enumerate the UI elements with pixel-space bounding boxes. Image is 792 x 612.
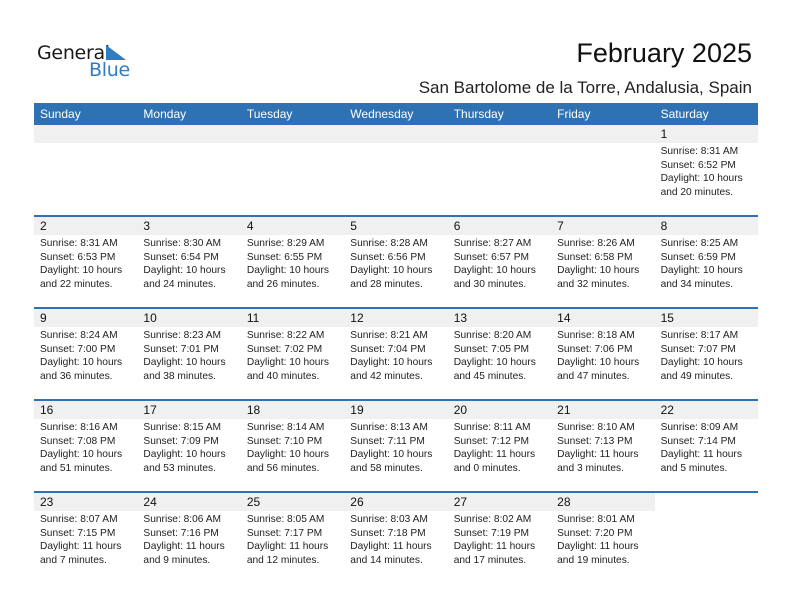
weekday-thursday: Thursday <box>453 107 504 121</box>
sunset-text: Sunset: 6:52 PM <box>660 159 736 171</box>
daylight-text: and 7 minutes. <box>40 554 107 566</box>
day-number: 15 <box>655 309 758 327</box>
sunset-text: Sunset: 7:00 PM <box>40 343 116 355</box>
weekday-monday: Monday <box>143 107 187 121</box>
day-cell <box>448 309 551 399</box>
location-subtitle: San Bartolome de la Torre, Andalusia, Spain <box>418 78 752 97</box>
day-info <box>448 419 551 475</box>
daylight-text: Daylight: 10 hours <box>557 265 640 276</box>
day-cell <box>448 401 551 491</box>
day-number: 5 <box>344 217 447 235</box>
day-number-empty <box>34 125 137 143</box>
day-info <box>551 511 654 567</box>
week-row <box>34 215 758 307</box>
day-number: 8 <box>655 217 758 235</box>
day-info <box>34 511 137 567</box>
day-number: 4 <box>241 217 344 235</box>
sunset-text: Sunset: 7:17 PM <box>246 527 323 539</box>
daylight-text: and 30 minutes. <box>453 278 527 290</box>
day-info <box>344 419 447 475</box>
sunset-text: Sunset: 7:02 PM <box>246 343 323 355</box>
sunrise-text: Sunrise: 8:13 AM <box>350 422 428 433</box>
daylight-text: and 49 minutes. <box>660 370 734 382</box>
daylight-text: Daylight: 11 hours <box>40 541 122 552</box>
sunrise-text: Sunrise: 8:05 AM <box>246 514 325 525</box>
day-number: 28 <box>551 493 654 511</box>
sunrise-text: Sunrise: 8:31 AM <box>40 238 118 249</box>
daylight-text: and 20 minutes. <box>660 186 734 198</box>
sunset-text: Sunset: 6:59 PM <box>660 251 736 263</box>
sunrise-text: Sunrise: 8:07 AM <box>40 514 118 525</box>
day-number: 10 <box>137 309 240 327</box>
day-cell <box>137 217 240 307</box>
day-cell <box>344 401 447 491</box>
day-number-empty <box>344 125 447 143</box>
day-info <box>137 511 240 567</box>
sunrise-text: Sunrise: 8:17 AM <box>660 330 739 341</box>
day-number: 1 <box>655 125 758 143</box>
day-info <box>551 235 654 291</box>
day-number: 3 <box>137 217 240 235</box>
day-cell <box>34 217 137 307</box>
day-number: 21 <box>551 401 654 419</box>
sunrise-text: Sunrise: 8:24 AM <box>40 330 118 341</box>
weeks-container <box>34 125 758 583</box>
daylight-text: Daylight: 10 hours <box>40 449 123 460</box>
day-cell <box>448 493 551 583</box>
daylight-text: Daylight: 10 hours <box>453 357 536 368</box>
daylight-text: and 40 minutes. <box>246 370 320 382</box>
empty-day-cell <box>655 493 758 583</box>
day-cell <box>137 493 240 583</box>
empty-day-cell <box>241 125 344 215</box>
day-info <box>137 419 240 475</box>
day-number: 24 <box>137 493 240 511</box>
sunrise-text: Sunrise: 8:03 AM <box>350 514 428 525</box>
day-info <box>344 235 447 291</box>
daylight-text: and 0 minutes. <box>453 462 521 474</box>
sunset-text: Sunset: 7:11 PM <box>350 435 425 447</box>
daylight-text: and 32 minutes. <box>557 278 630 290</box>
sunrise-text: Sunrise: 8:30 AM <box>143 238 222 249</box>
day-number: 18 <box>241 401 344 419</box>
weekday-header-row <box>34 103 758 125</box>
day-number: 23 <box>34 493 137 511</box>
daylight-text: Daylight: 11 hours <box>453 449 536 460</box>
daylight-text: Daylight: 10 hours <box>143 265 226 276</box>
day-info <box>344 511 447 567</box>
daylight-text: Daylight: 11 hours <box>557 541 639 552</box>
daylight-text: and 34 minutes. <box>660 278 734 290</box>
day-info <box>551 419 654 475</box>
sunrise-text: Sunrise: 8:11 AM <box>453 422 531 433</box>
sunrise-text: Sunrise: 8:16 AM <box>40 422 118 433</box>
week-row <box>34 399 758 491</box>
day-number: 25 <box>241 493 344 511</box>
sunset-text: Sunset: 7:15 PM <box>40 527 116 539</box>
sunset-text: Sunset: 7:20 PM <box>557 527 633 539</box>
daylight-text: and 12 minutes. <box>246 554 320 566</box>
day-number: 16 <box>34 401 137 419</box>
daylight-text: and 19 minutes. <box>557 554 630 566</box>
day-info <box>448 235 551 291</box>
day-cell <box>137 309 240 399</box>
sunset-text: Sunset: 7:06 PM <box>557 343 633 355</box>
sunset-text: Sunset: 6:53 PM <box>40 251 116 263</box>
daylight-text: Daylight: 11 hours <box>557 449 639 460</box>
day-info <box>241 327 344 383</box>
daylight-text: Daylight: 11 hours <box>453 541 536 552</box>
daylight-text: Daylight: 10 hours <box>557 357 640 368</box>
day-cell <box>34 493 137 583</box>
day-cell <box>448 217 551 307</box>
daylight-text: and 14 minutes. <box>350 554 423 566</box>
daylight-text: and 24 minutes. <box>143 278 216 290</box>
week-row <box>34 307 758 399</box>
day-cell <box>655 401 758 491</box>
day-info <box>344 327 447 383</box>
empty-day-cell <box>344 125 447 215</box>
daylight-text: Daylight: 10 hours <box>143 449 226 460</box>
sunrise-text: Sunrise: 8:31 AM <box>660 146 739 157</box>
sunrise-text: Sunrise: 8:21 AM <box>350 330 428 341</box>
day-number: 11 <box>241 309 344 327</box>
sunset-text: Sunset: 6:58 PM <box>557 251 633 263</box>
daylight-text: and 47 minutes. <box>557 370 630 382</box>
sunset-text: Sunset: 7:14 PM <box>660 435 736 447</box>
day-number: 17 <box>137 401 240 419</box>
day-info <box>241 419 344 475</box>
daylight-text: and 17 minutes. <box>453 554 527 566</box>
daylight-text: Daylight: 11 hours <box>143 541 225 552</box>
day-cell <box>655 125 758 215</box>
day-cell <box>655 309 758 399</box>
daylight-text: Daylight: 10 hours <box>660 357 743 368</box>
sunset-text: Sunset: 6:57 PM <box>453 251 530 263</box>
day-number: 22 <box>655 401 758 419</box>
daylight-text: and 26 minutes. <box>246 278 320 290</box>
daylight-text: Daylight: 10 hours <box>143 357 226 368</box>
sunrise-text: Sunrise: 8:09 AM <box>660 422 739 433</box>
day-info <box>448 511 551 567</box>
daylight-text: and 3 minutes. <box>557 462 624 474</box>
day-cell <box>241 309 344 399</box>
daylight-text: and 58 minutes. <box>350 462 423 474</box>
daylight-text: and 38 minutes. <box>143 370 216 382</box>
sunrise-text: Sunrise: 8:27 AM <box>453 238 532 249</box>
day-info <box>241 235 344 291</box>
sunset-text: Sunset: 7:16 PM <box>143 527 219 539</box>
week-row <box>34 125 758 215</box>
weekday-saturday: Saturday <box>660 107 709 121</box>
sunrise-text: Sunrise: 8:10 AM <box>557 422 635 433</box>
daylight-text: Daylight: 10 hours <box>246 357 329 368</box>
sunrise-text: Sunrise: 8:28 AM <box>350 238 428 249</box>
day-cell <box>137 401 240 491</box>
logo <box>37 42 137 82</box>
day-cell <box>34 401 137 491</box>
daylight-text: and 36 minutes. <box>40 370 113 382</box>
day-number: 6 <box>448 217 551 235</box>
day-number-empty <box>241 125 344 143</box>
daylight-text: and 56 minutes. <box>246 462 320 474</box>
weekday-tuesday: Tuesday <box>246 107 293 121</box>
daylight-text: and 28 minutes. <box>350 278 423 290</box>
sunrise-text: Sunrise: 8:22 AM <box>246 330 325 341</box>
day-info <box>137 235 240 291</box>
sunrise-text: Sunrise: 8:20 AM <box>453 330 532 341</box>
day-info <box>137 327 240 383</box>
day-cell <box>241 493 344 583</box>
sunrise-text: Sunrise: 8:26 AM <box>557 238 635 249</box>
day-info <box>655 419 758 475</box>
sunset-text: Sunset: 7:09 PM <box>143 435 219 447</box>
daylight-text: Daylight: 10 hours <box>660 173 743 184</box>
week-row <box>34 491 758 583</box>
empty-day-cell <box>448 125 551 215</box>
day-number: 19 <box>344 401 447 419</box>
sunset-text: Sunset: 7:10 PM <box>246 435 323 447</box>
sunset-text: Sunset: 7:19 PM <box>453 527 530 539</box>
day-cell <box>344 493 447 583</box>
day-number: 2 <box>34 217 137 235</box>
daylight-text: Daylight: 10 hours <box>660 265 743 276</box>
empty-day-cell <box>137 125 240 215</box>
day-cell <box>655 217 758 307</box>
day-number: 27 <box>448 493 551 511</box>
daylight-text: and 22 minutes. <box>40 278 113 290</box>
daylight-text: and 42 minutes. <box>350 370 423 382</box>
sunrise-text: Sunrise: 8:25 AM <box>660 238 739 249</box>
logo-word-blue: Blue <box>89 59 130 81</box>
day-number-empty <box>551 125 654 143</box>
sunset-text: Sunset: 7:05 PM <box>453 343 530 355</box>
day-cell <box>551 493 654 583</box>
triangle-flag-icon <box>106 45 126 60</box>
empty-day-cell <box>34 125 137 215</box>
sunset-text: Sunset: 6:54 PM <box>143 251 219 263</box>
day-info <box>34 235 137 291</box>
day-number-empty <box>448 125 551 143</box>
logo-word-general: General <box>37 42 110 64</box>
sunrise-text: Sunrise: 8:23 AM <box>143 330 222 341</box>
day-info <box>448 327 551 383</box>
daylight-text: Daylight: 10 hours <box>350 265 433 276</box>
day-number-empty <box>137 125 240 143</box>
sunset-text: Sunset: 7:08 PM <box>40 435 116 447</box>
sunrise-text: Sunrise: 8:14 AM <box>246 422 325 433</box>
daylight-text: Daylight: 11 hours <box>350 541 432 552</box>
day-info <box>34 419 137 475</box>
sunset-text: Sunset: 7:12 PM <box>453 435 530 447</box>
day-info <box>241 511 344 567</box>
day-info <box>34 327 137 383</box>
daylight-text: Daylight: 11 hours <box>660 449 742 460</box>
daylight-text: Daylight: 10 hours <box>453 265 536 276</box>
sunset-text: Sunset: 7:18 PM <box>350 527 426 539</box>
sunset-text: Sunset: 6:56 PM <box>350 251 426 263</box>
day-info <box>655 143 758 199</box>
weekday-friday: Friday <box>557 107 591 121</box>
day-number: 13 <box>448 309 551 327</box>
daylight-text: Daylight: 10 hours <box>246 449 329 460</box>
calendar-grid <box>34 103 758 583</box>
sunrise-text: Sunrise: 8:01 AM <box>557 514 635 525</box>
sunset-text: Sunset: 7:04 PM <box>350 343 426 355</box>
day-cell <box>551 401 654 491</box>
daylight-text: Daylight: 10 hours <box>40 357 123 368</box>
sunrise-text: Sunrise: 8:29 AM <box>246 238 325 249</box>
daylight-text: and 51 minutes. <box>40 462 113 474</box>
sunrise-text: Sunrise: 8:02 AM <box>453 514 532 525</box>
sunset-text: Sunset: 7:07 PM <box>660 343 736 355</box>
daylight-text: Daylight: 10 hours <box>350 449 433 460</box>
day-number: 12 <box>344 309 447 327</box>
day-info <box>655 235 758 291</box>
sunset-text: Sunset: 7:13 PM <box>557 435 633 447</box>
sunrise-text: Sunrise: 8:06 AM <box>143 514 222 525</box>
sunrise-text: Sunrise: 8:15 AM <box>143 422 222 433</box>
day-cell <box>344 309 447 399</box>
day-number: 20 <box>448 401 551 419</box>
sunrise-text: Sunrise: 8:18 AM <box>557 330 635 341</box>
empty-day-cell <box>551 125 654 215</box>
daylight-text: Daylight: 10 hours <box>246 265 329 276</box>
day-cell <box>551 217 654 307</box>
day-number: 7 <box>551 217 654 235</box>
day-number: 14 <box>551 309 654 327</box>
day-number: 9 <box>34 309 137 327</box>
daylight-text: Daylight: 10 hours <box>40 265 123 276</box>
day-cell <box>344 217 447 307</box>
daylight-text: Daylight: 10 hours <box>350 357 433 368</box>
daylight-text: and 9 minutes. <box>143 554 211 566</box>
day-cell <box>551 309 654 399</box>
day-cell <box>34 309 137 399</box>
daylight-text: and 45 minutes. <box>453 370 527 382</box>
sunset-text: Sunset: 7:01 PM <box>143 343 219 355</box>
daylight-text: Daylight: 11 hours <box>246 541 329 552</box>
daylight-text: and 5 minutes. <box>660 462 728 474</box>
daylight-text: and 53 minutes. <box>143 462 216 474</box>
weekday-wednesday: Wednesday <box>350 107 414 121</box>
day-cell <box>241 217 344 307</box>
day-cell <box>241 401 344 491</box>
day-info <box>655 327 758 383</box>
weekday-sunday: Sunday <box>40 107 81 121</box>
day-number: 26 <box>344 493 447 511</box>
day-info <box>551 327 654 383</box>
sunset-text: Sunset: 6:55 PM <box>246 251 323 263</box>
page-title: February 2025 <box>576 38 752 68</box>
